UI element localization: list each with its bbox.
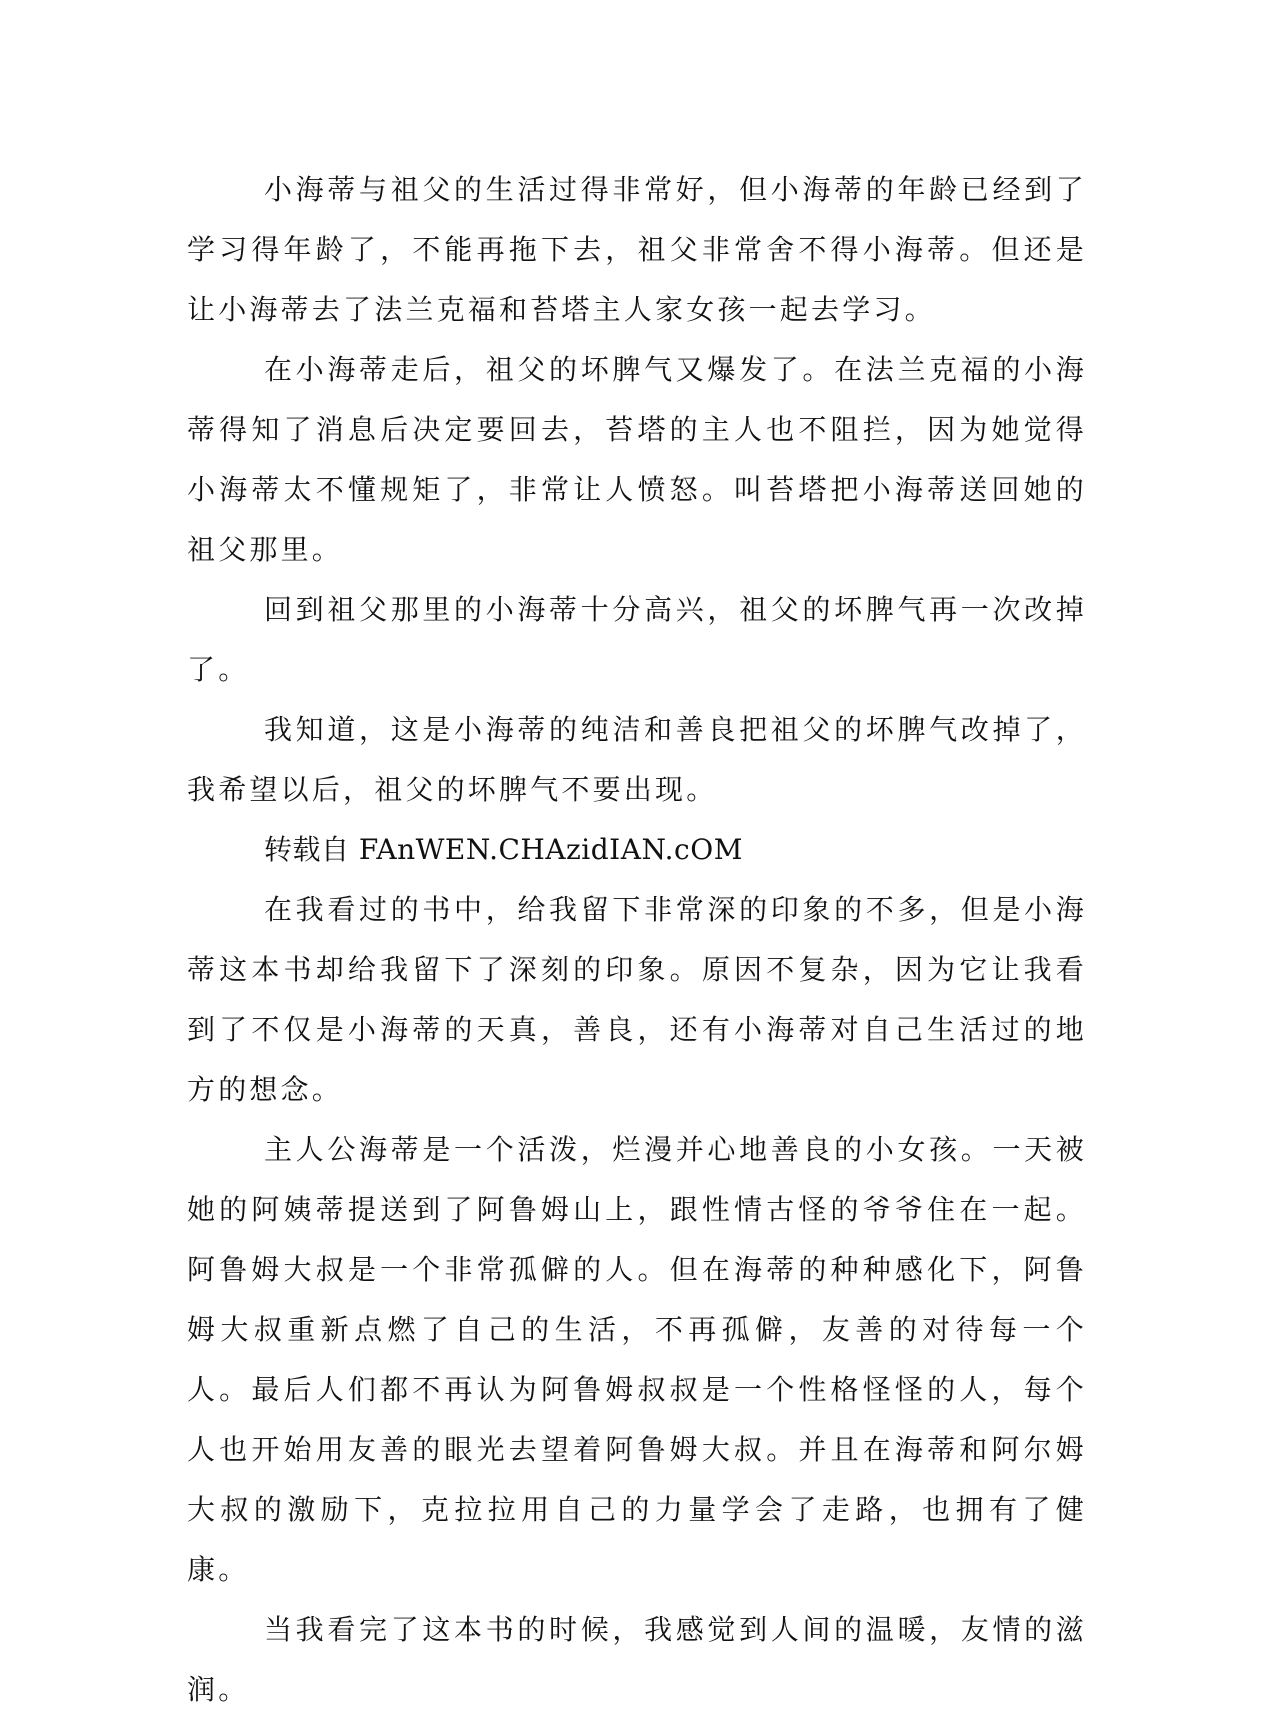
paragraph-2: 在小海蒂走后，祖父的坏脾气又爆发了。在法兰克福的小海蒂得知了消息后决定要回去，苔塔的主人也不阻拦，因为她觉得小海蒂太不懂规矩了，非常让人愤怒。叫苔塔把小海蒂送回她的祖父那里。 <box>187 353 1087 566</box>
paragraph-7: 当我看完了这本书的时候，我感觉到人间的温暖，友情的滋润。 <box>187 1613 1087 1706</box>
paragraph-6: 主人公海蒂是一个活泼，烂漫并心地善良的小女孩。一天被她的阿姨蒂提送到了阿鲁姆山上，跟性情古怪的爷爷住在一起。阿鲁姆大叔是一个非常孤僻的人。但在海蒂的种种感化下，阿鲁姆大叔重新点燃了自己的生活，不再孤僻，友善的对待每一个人。最后人们都不再认为阿鲁姆叔叔是一个性格怪怪的人，每个人也开始用友善的眼光去望着阿鲁姆大叔。并且在海蒂和阿尔姆大叔的激励下，克拉拉用自己的力量学会了走路，也拥有了健康。 <box>187 1133 1087 1586</box>
paragraph-3: 回到祖父那里的小海蒂十分高兴，祖父的坏脾气再一次改掉了。 <box>187 593 1087 686</box>
paragraph-1: 小海蒂与祖父的生活过得非常好，但小海蒂的年龄已经到了学习得年龄了，不能再拖下去，祖父非常舍不得小海蒂。但还是让小海蒂去了法兰克福和苔塔主人家女孩一起去学习。 <box>187 173 1087 326</box>
document-body <box>187 160 1087 1720</box>
paragraph-4: 我知道，这是小海蒂的纯洁和善良把祖父的坏脾气改掉了，我希望以后，祖父的坏脾气不要出现。 <box>187 713 1087 806</box>
paragraph-5: 在我看过的书中，给我留下非常深的印象的不多，但是小海蒂这本书却给我留下了深刻的印象。原因不复杂，因为它让我看到了不仅是小海蒂的天真，善良，还有小海蒂对自己生活过的地方的想念。 <box>187 893 1087 1106</box>
source-attribution: 转载自 FAnWEN.CHAzidIAN.cOM <box>264 833 743 866</box>
